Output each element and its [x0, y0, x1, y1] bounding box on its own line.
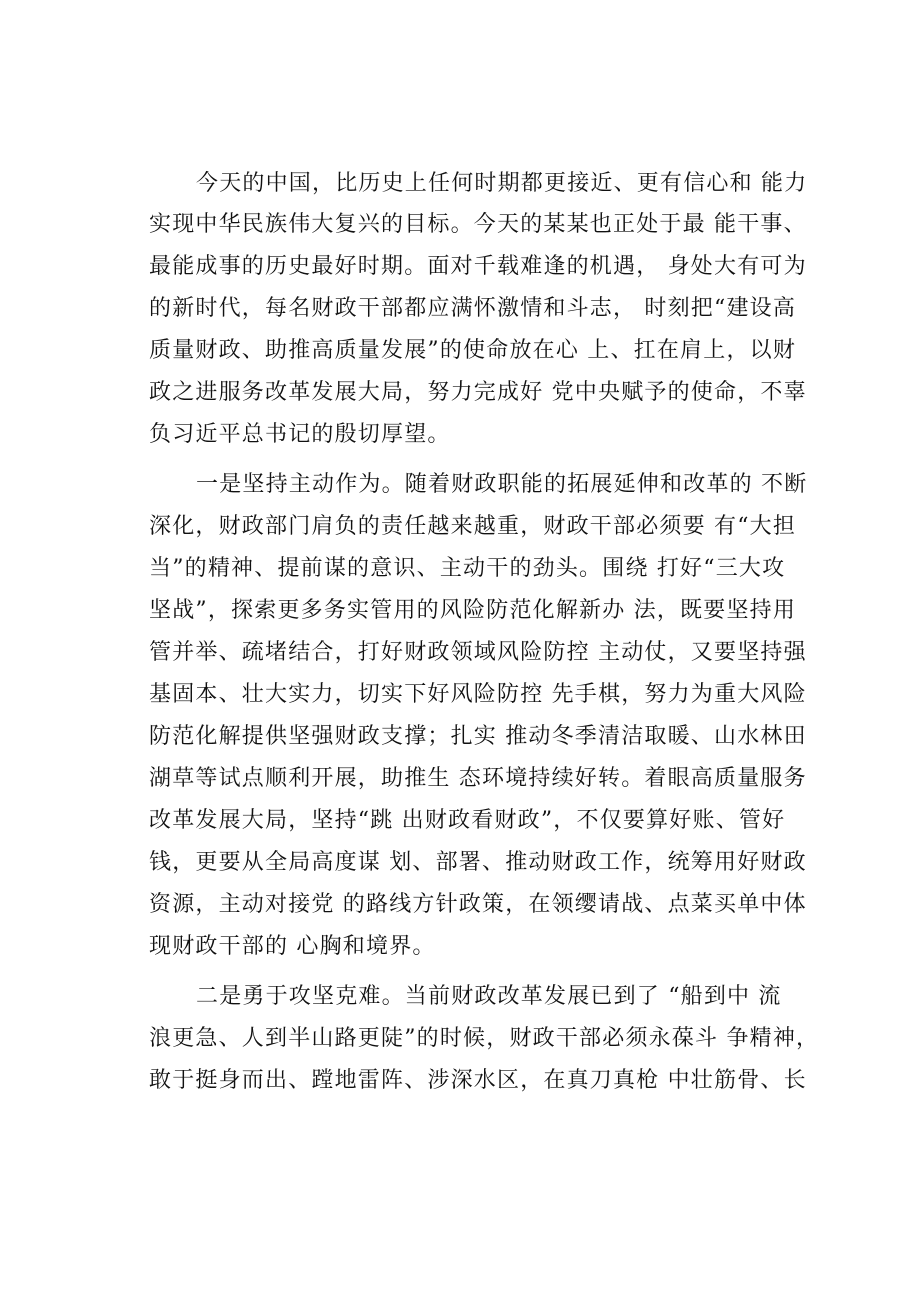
- paragraph-1-line-7: 负习近平总书记的殷切厚望。: [149, 422, 451, 447]
- paragraph-1-line-1: 今天的中国，比历史上任何时期都更接近、更有信心和 能力: [196, 171, 808, 196]
- paragraph-2-line-6: 基固本、壮大实力，切实下好风险防控 先手棋，努力为重大风险: [149, 682, 807, 707]
- paragraph-3-line-1: 二是勇于攻坚克难。当前财政改革发展已到了 “船到中 流: [196, 984, 782, 1009]
- paragraph-2-line-1: 一是坚持主动作为。随着财政职能的拓展延伸和改革的 不断: [196, 472, 808, 497]
- paragraph-2-line-7: 防范化解提供坚强财政支撑；扎实 推动冬季清洁取暖、山水林田: [149, 724, 807, 749]
- paragraph-1-line-2: 实现中华民族伟大复兴的目标。今天的某某也正处于最 能干事、: [149, 212, 807, 237]
- paragraph-2-line-9: 改革发展大局，坚持“跳 出财政看财政”，不仅要算好账、管好: [149, 808, 786, 833]
- paragraph-2-line-5: 管并举、疏堵结合，打好财政领域风险防控 主动仗，又要坚持强: [149, 640, 807, 665]
- paragraph-1-line-6: 政之进服务改革发展大局，努力完成好 党中央赋予的使命，不辜: [149, 380, 807, 405]
- paragraph-3-line-3: 敢于挺身而出、蹚地雷阵、涉深水区，在真刀真枪 中壮筋骨、长: [149, 1068, 807, 1093]
- paragraph-2-line-3: 当”的精神、提前谋的意识、主动干的劲头。围绕 打好“三大攻: [149, 556, 786, 581]
- paragraph-2-line-10: 钱，更要从全局高度谋 划、部署、推动财政工作，统筹用好财政: [149, 850, 807, 875]
- paragraph-2-line-2: 深化，财政部门肩负的责任越来越重，财政干部必须要 有“大担: [149, 514, 797, 539]
- paragraph-1-line-5: 质量财政、助推高质量发展”的使命放在心 上、扛在肩上，以财: [149, 338, 797, 363]
- paragraph-3-line-2: 浪更急、人到半山路更陡”的时候，财政干部必须永葆斗 争精神，: [149, 1026, 820, 1051]
- paragraph-2-line-11: 资源，主动对接党 的路线方针政策，在领缨请战、点菜买单中体: [149, 892, 807, 917]
- paragraph-2-line-4: 坚战”，探索更多务实管用的风险防范化解新办 法，既要坚持用: [149, 598, 797, 623]
- paragraph-1-line-3: 最能成事的历史最好时期。面对千载难逢的机遇， 身处大有可为: [149, 254, 807, 279]
- paragraph-2-line-12: 现财政干部的 心胸和境界。: [149, 934, 436, 959]
- paragraph-2-line-8: 湖草等试点顺利开展，助推生 态环境持续好转。着眼高质量服务: [149, 766, 807, 791]
- paragraph-1-line-4: 的新时代，每名财政干部都应满怀激情和斗志， 时刻把“建设高: [149, 296, 797, 321]
